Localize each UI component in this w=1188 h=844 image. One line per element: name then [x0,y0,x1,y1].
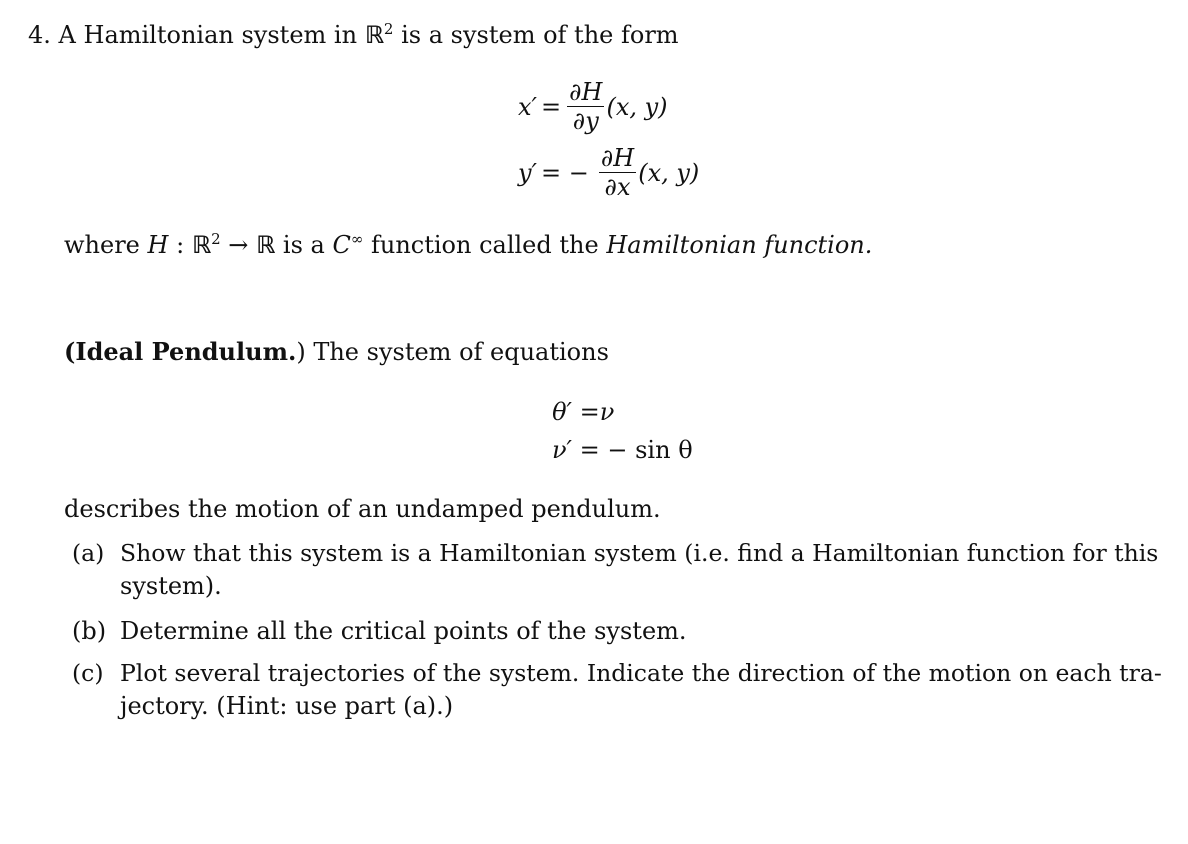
part-c-text: Plot several trajectories of the system. Indicate the direction of the motion on each tra- [120,659,1162,687]
equation-arguments: (x, y) [638,158,700,187]
part-c-label: (c) [72,659,104,687]
hamiltonian-equation-1 [505,78,668,136]
problem-intro [28,22,679,47]
equation-lhs: θ′ [552,398,572,426]
colon: : [176,231,185,259]
arrow-symbol: → [228,231,249,259]
equation-lhs: x′ [518,92,537,121]
domain-exponent: 2 [211,230,221,248]
pendulum-intro-text: The system of equations [313,338,609,366]
codomain-symbol: ℝ [256,231,276,259]
hamiltonian-equation-2 [505,144,700,202]
hamiltonian-symbol: H [147,231,169,259]
equation-rhs: =ν [579,398,615,426]
problem-number: 4. [28,21,51,49]
domain-symbol: ℝ [191,231,212,259]
pendulum-title: (Ideal Pendulum. [64,337,297,366]
where-text-b: function called the [370,231,599,259]
part-b-text: Determine all the critical points of the system. [120,617,687,645]
is-a-text: is a [282,231,325,259]
equation-relation: = [541,92,562,121]
pendulum-title-close: ) [296,338,306,366]
part-c-continuation: jectory. (Hint: use part (a).) [120,692,454,720]
hamiltonian-definition [64,232,872,257]
equation-lhs: y′ [517,158,537,187]
part-a-continuation: system). [120,572,222,600]
pendulum-equation-1 [540,400,614,424]
part-b-label: (b) [72,617,107,645]
equation-arguments: (x, y) [606,92,668,121]
equation-lhs: ν′ [551,436,572,464]
partial-fraction [599,144,636,202]
fraction-denominator: ∂y [572,107,599,136]
real-set-symbol: ℝ [364,21,384,49]
infinity-superscript: ∞ [350,230,364,248]
part-a-label: (a) [72,539,105,567]
exponent: 2 [383,20,394,38]
fraction-denominator: ∂x [604,173,631,202]
part-a-text: Show that this system is a Hamiltonian system (i.e. find a Hamiltonian function for this [120,539,1159,567]
intro-text-a: A Hamiltonian system in [58,21,358,49]
pendulum-equation-2 [540,438,693,462]
where-text: where [64,231,140,259]
pendulum-heading [64,337,609,366]
pendulum-description: describes the motion of an undamped pendulum. [64,495,661,523]
equation-relation: = − [541,158,589,187]
part-c [72,659,1162,687]
intro-text-b: is a system of the form [401,21,679,49]
smoothness-class: C [332,231,351,259]
part-b [72,619,687,643]
fraction-numerator: ∂H [600,144,635,172]
fraction-numerator: ∂H [569,78,603,106]
equation-rhs: = − sin θ [579,436,693,464]
hamiltonian-term: Hamiltonian function. [606,231,873,259]
part-a [72,539,1159,567]
partial-fraction [567,78,604,136]
